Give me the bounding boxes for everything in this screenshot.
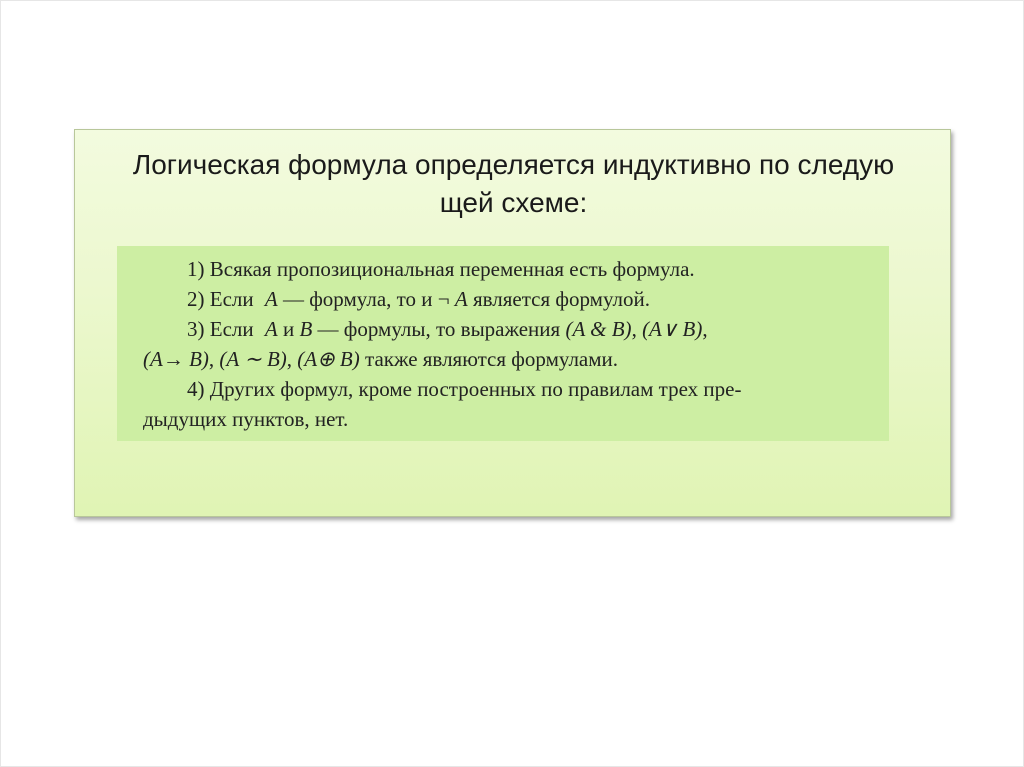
rule-3-and: и — [282, 317, 295, 341]
rule-2-text-c: является формулой. — [472, 287, 651, 311]
rule-1 — [143, 254, 877, 284]
rule-4-line-2: дыдущих пунктов, нет. — [143, 407, 349, 431]
rule-3-var-b: B — [299, 317, 313, 341]
rule-2-text-a: 2) Если — [187, 287, 254, 311]
rule-3-text-a: 3) Если — [187, 317, 254, 341]
rule-4 — [143, 374, 877, 404]
rule-3-continued: (A→ B), (A ∼ B), (A⊕ B) также являются формулами. — [143, 347, 619, 371]
rule-2-var-a: A — [264, 287, 278, 311]
rule-2-var-a-negated: A — [454, 287, 468, 311]
rule-1-text: 1) Всякая пропозициональная переменная есть формула. — [187, 257, 695, 281]
expr-equivalence: (A ∼ B) — [219, 347, 287, 371]
rule-4-continued — [143, 404, 877, 434]
definition-panel — [74, 129, 951, 517]
rules-image — [117, 246, 889, 441]
rule-3: 3) Если A и B — формулы, то выражения (A & B), (A∨ B), — [187, 317, 708, 341]
rule-4-line-1: 4) Других формул, кроме построенных по правилам трех пре- — [187, 377, 742, 401]
rule-3-text-c: также являются формулами. — [365, 347, 619, 371]
rule-3-text-b: — формулы, то выражения — [317, 317, 561, 341]
rule-2-text-b: — формула, то и — [282, 287, 433, 311]
negation-symbol: ¬ — [437, 287, 450, 311]
heading-line-1: Логическая формула определяется индуктивно по следую — [132, 149, 895, 180]
rule-3-var-a: A — [264, 317, 278, 341]
expr-disjunction: (A∨ B) — [642, 317, 703, 341]
rule-2 — [143, 284, 877, 314]
expr-xor: (A⊕ B) — [297, 347, 360, 371]
expr-conjunction: (A & B) — [565, 317, 632, 341]
heading-line-2: щей схеме: — [439, 187, 588, 218]
expr-implication: (A→ B) — [143, 347, 209, 371]
slide-heading — [75, 146, 952, 222]
